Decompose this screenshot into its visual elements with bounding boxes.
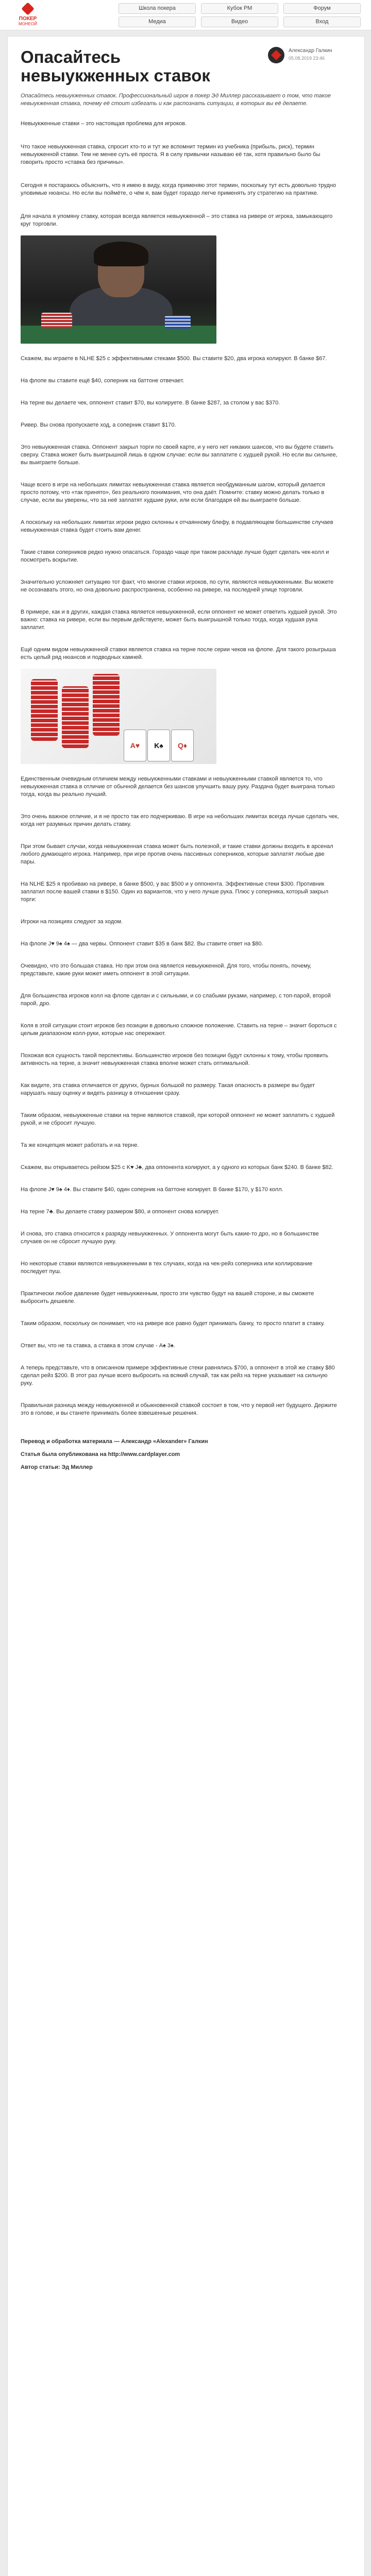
paragraph: На NLHE $25 я пробиваю на ривере, в банке $500, у вас $500 и у оппонента. Эффективные стеки $300. Противник заплатил после вашей ставки в $150. Один из вариантов, что у него лучше рука. Плюс у соперника, который закрыл торги: (21, 881, 329, 903)
article-footer (21, 1438, 340, 1471)
logo-text: ПОКЕР (19, 16, 37, 22)
paragraph: Это невыукженная ставка. Оппонент закрыл торги по своей карте, и у него нет никаких шансов, что вы будете ставить сверху. Ставка может быть выигрышной лишь в одном случае: если вы заплатите с худшей рукой. Но если вы сильнее, вы выиграете больше. (21, 444, 338, 466)
paragraph: Для начала я упомяну ставку, которая всегда является невыукженной – это ставка на ривере от игрока, замыкающего круг торговли. (21, 213, 333, 227)
nav-video[interactable]: Видео (201, 16, 278, 27)
article-content (10, 37, 350, 1471)
paragraph: Практически любое давление будет невыукженным, просто эти чувство будут на вашей стороне, и вы сможете выбросить дешевле. (21, 1291, 314, 1304)
paragraph: Ответ вы, что не та ставка, а ставка в этом случае - A♠ 3♠. (21, 1343, 175, 1349)
paragraph: Таким образом, невыукженные ставки на терне являются ставкой, при которой оппонент не может заплатить с худшей рукой, и не сбросит лучшую. (21, 1112, 335, 1126)
paragraph: Чаще всего в игре на небольших лимитах невыукженная ставка является необдуманным шагом, который делается просто потому, что «так принято», без реального понимания, что она даёт. Помните: ставку можно делать только в случае, если вы уверены, что за неё заплатят худшие руки, или если благодаря ей вы выиграете больше. (21, 482, 325, 503)
logo-subtext: MОНЕОЙ (19, 22, 37, 26)
paragraph: А теперь представьте, что в описанном примере эффективные стеки равнялись $700, а оппонент в этой же ставку $80 сделал рейз $200. В этот раз лучше всего выбросить на всякий случай, так как рейз на терне указывает на сильную руку. (21, 1365, 335, 1386)
paragraph: Единственным очевидным отличием между невыукженными ставками и невыукженными ставкой является то, что невыукженная ставка в отличие от обычной делается без шансов улучшить вашу руку. Раздача будет выиграна только тогда, когда вы реально лучший. (21, 776, 335, 798)
paragraph: Это очень важное отличие, и я не просто так его подчеркиваю. В игре на небольших лимитах всегда лучше сделать чек, когда нет разумных причин делать ставку. (21, 814, 339, 827)
paragraph: Но некоторые ставки являются невыукженными в тех случаях, когда на чек-рейз соперника или коллирование последует пуш. (21, 1261, 313, 1275)
article-image-player (21, 235, 216, 344)
publish-date: 05.08.2019 23:46 (289, 56, 325, 61)
paragraph: Как видите, эта ставка отличается от других, бурных большой по размеру. Такая опасность в размере вы будет нарушать нашу оценку и видеть разницу в отношении сразу. (21, 1082, 315, 1096)
paragraph: Похожая вся сущность такой перспективы. Большинство игроков без позиции будут склонны к тому, чтобы проявить активность на терне, а значит невыукженная ставка вполне может стать оптимальной. (21, 1053, 329, 1066)
paragraph: Что такое невыукженная ставка, спросит кто-то и тут же вспомнит термин из учебника (прибыль, риск), термин невыукженной ставки. Тем не менее суть её проста. Я в силу привычки называю её так, хотя правильно было бы говорить просто «ставка без причины». (21, 144, 321, 165)
paragraph: На флопе J♥ 9♠ 4♦. Вы ставите $40, один соперник на баттоне колирует. В банке $170, у $170 колл. (21, 1187, 283, 1193)
paragraph: А поскольку на небольших лимитах игроки редко склонны к отчаянному блефу, в подавляющем большинстве случаев невыукженная ставка будет стоить вам денег. (21, 519, 333, 533)
source-credit[interactable]: Статья была опубликована на http://www.cardplayer.com (21, 1451, 180, 1458)
nav-school[interactable]: Школа покера (119, 3, 196, 14)
paragraph: В примере, как и в других, каждая ставка является невыукженной, если оппонент не может ответить худшей рукой. Это важно: ставка на ривере, если вы первым действуете, может быть выигрышной только тогда, когда худшая рука заплатит. (21, 609, 337, 631)
nav-forum[interactable]: Форум (283, 3, 361, 14)
avatar (268, 47, 284, 63)
logo-diamond-icon (21, 2, 34, 15)
paragraph: На флопе J♥ 9♠ 4♠ — два червы. Оппонент ставит $35 в банк $82. Вы ставите ответ на $80. (21, 941, 263, 947)
article-title: Опасайтесь невыукженных ставок (21, 47, 210, 85)
main-nav (119, 3, 361, 30)
paragraph: И снова, это ставка относится к разряду невыукженных. У оппонента могут быть какие-то дро, но в большинстве случаев он не сбросит лучшую руку. (21, 1231, 319, 1245)
paragraph: Таким образом, поскольку он понимает, что на ривере все равно будет принимать банку, то просто платит в ставку. (21, 1320, 325, 1327)
article-image-chips: A♥ K♠ Q♦ (21, 669, 216, 764)
paragraph: На терне 7♣. Вы делаете ставку размером $80, и оппонент снова колирует. (21, 1209, 220, 1215)
nav-login[interactable]: Вход (283, 16, 361, 27)
site-logo[interactable] (7, 4, 48, 27)
paragraph: Ещё одним видом невыукженной ставки является ставка на терне после серии чеков на флопе. Для такого розыгрыша есть целый ряд нюансов и подводных камней. (21, 647, 336, 660)
paragraph: Значительно усложняет ситуацию тот факт, что многие ставки игроков, по сути, являются невыукженными. Вы можете не осознавать этого, но она довольно распространена, особенно на ривере, на последней улице торговли. (21, 579, 334, 593)
top-bar (0, 0, 371, 30)
paragraph: Правильная разница между невыукженной и обыкновенной ставкой состоит в том, что у первой нет будущего. Держите это в голове, и вы станете принимать более взвешенные решения. (21, 1402, 337, 1416)
original-author: Автор статьи: Эд Миллер (21, 1464, 93, 1470)
paragraph: При этом бывает случаи, когда невыукженная ставка может быть полезной, и такие ставки должны входить в арсенал любого думающего игрока. Например, при игре против очень пассивных соперников, которые заплатят любые две пары. (21, 843, 333, 865)
nav-media[interactable]: Медиа (119, 16, 196, 27)
article-page (7, 36, 365, 2576)
paragraph: Очевидно, что это большая ставка. Но при этом она является невыукженной. Для того, чтобы понять, почему, представьте, какие руки может иметь оппонент в этой ситуации. (21, 963, 312, 977)
paragraph: Такие ставки соперников редко нужно опасаться. Гораздо чаще при таком раскладе лучше будет сделать чек-колл и посмотреть вскрытие. (21, 549, 329, 563)
paragraph: На терне вы делаете чек, оппонент ставит $70, вы колируете. В банке $287, за столом у вас $370. (21, 400, 280, 406)
translation-credit[interactable]: Перевод и обработка материала — Александр «Alexander» Галкин (21, 1438, 208, 1445)
nav-cup[interactable]: Кубок РМ (201, 3, 278, 14)
paragraph: Скажем, вы играете в NLHE $25 с эффективными стеками $500. Вы ставите $20, два игрока колируют. В банке $67. (21, 355, 327, 362)
paragraph: На флопе вы ставите ещё $40, соперник на баттоне отвечает. (21, 378, 184, 384)
paragraph: Невыукженные ставки – это настоящая проблема для игроков. (21, 121, 187, 127)
paragraph: Скажем, вы открываетесь рейзом $25 с K♥ J♣, два оппонента колируют, а у одного из которых банк $240. В банке $82. (21, 1164, 333, 1171)
author-block[interactable] (268, 46, 350, 66)
paragraph: Игроки на позициях следуют за ходом. (21, 919, 123, 925)
paragraph: Коля в этой ситуации стоит игроков без позиции в довольно сложное положение. Ставить на терне – значит бороться с целым диапазоном колл-руки, которые нас опережают. (21, 1023, 337, 1037)
paragraph: Та же концепция может работать и на терне. (21, 1142, 139, 1148)
paragraph: Для большинства игроков колл на флопе сделан и с сильными, и со слабыми руками, например, с топ-парой, второй парой, дро. (21, 993, 331, 1007)
article-lead: Опасайтесь невыукженных ставок. Профессиональный игрок в покер Эд Миллер рассказывает о том, что такое невыукженная ставка, почему её стоит избегать и как распознать ситуации, в которых вы её делаете. (21, 93, 331, 107)
author-name[interactable]: Александр Галкин (289, 48, 332, 54)
paragraph: Сегодня я постараюсь объяснить, что я имею в виду, когда применяю этот термин, поскольку тут есть довольно трудно уловимые нюансы. Но если вы поймёте, о чём я, вам будет гораздо легче применять эту стратегию на практике. (21, 182, 336, 196)
paragraph: Ривер. Вы снова пропускаете ход, а соперник ставит $170. (21, 422, 176, 428)
